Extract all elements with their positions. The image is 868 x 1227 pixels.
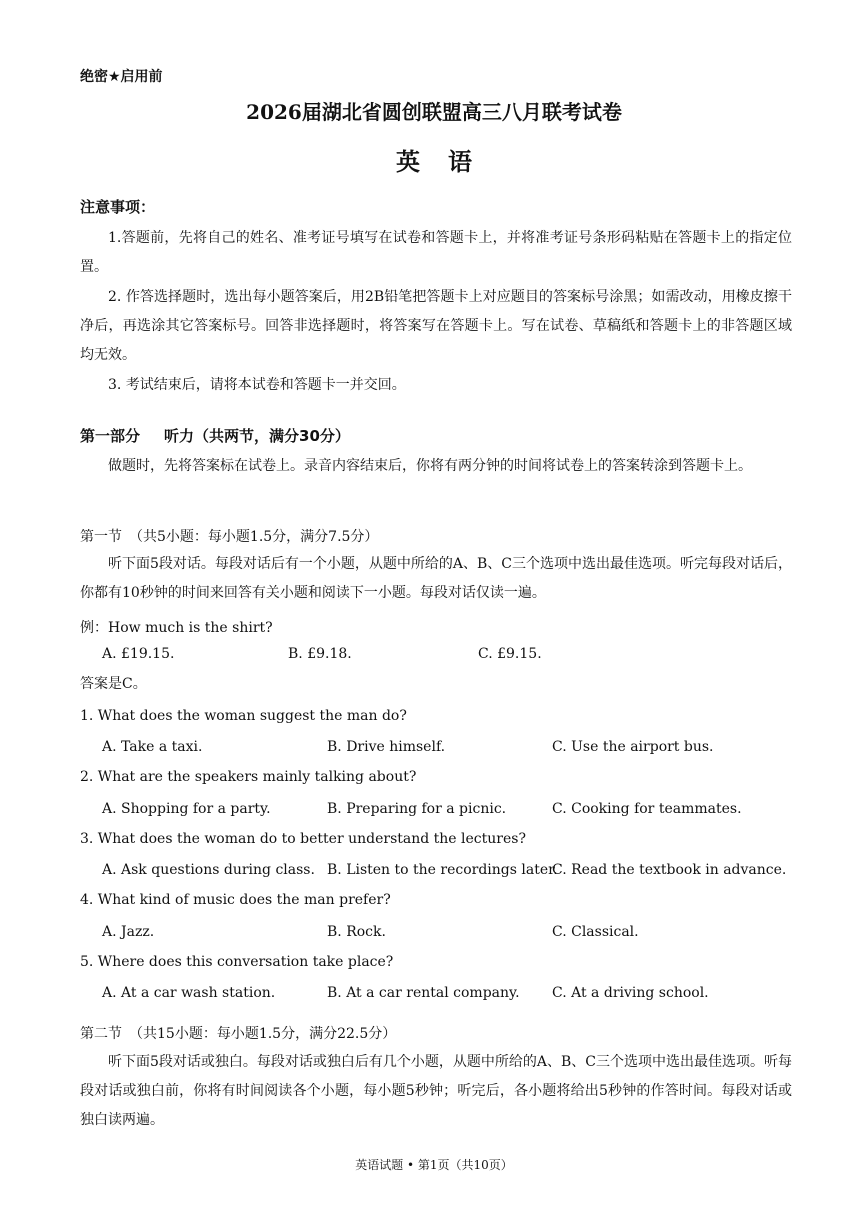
note-item-2: 2. 作答选择题时，选出每小题答案后，用2B铅笔把答题卡上对应题目的答案标号涂黑；如需改动，用橡皮擦干净后，再选涂其它答案标号。回答非选择题时，将答案写在答题卡上。写在试卷、草稿纸和答题卡上的非答题区域均无效。	[80, 289, 792, 363]
notes-heading: 注意事项：	[80, 198, 156, 216]
question-2: 2. What are the speakers mainly talking about?	[80, 769, 417, 785]
section1-instructions: 听下面5段对话。每段对话后有一个小题，从题中所给的A、B、C三个选项中选出最佳选项。听完每段对话后，你都有10秒钟的时间来回答有关小题和阅读下一小题。每段对话仅读一遍。	[80, 556, 793, 601]
q2-option-c: C. Cooking for teammates.	[552, 801, 742, 817]
q4-option-a: A. Jazz.	[102, 924, 155, 940]
section2-heading: 第二节 （共15小题：每小题1.5分，满分22.5分）	[80, 1026, 397, 1042]
q2-option-b: B. Preparing for a picnic.	[327, 801, 507, 817]
question-1: 1. What does the woman suggest the man do?	[80, 708, 407, 724]
q1-option-b: B. Drive himself.	[327, 739, 446, 755]
q5-option-c: C. At a driving school.	[552, 985, 709, 1001]
part1-heading-title: 听力（共两节，满分30分）	[164, 427, 350, 445]
page-footer: 英语试题 • 第1页（共10页）	[355, 1158, 513, 1172]
q1-option-a: A. Take a taxi.	[102, 739, 203, 755]
part1-heading-number: 第一部分	[80, 427, 141, 445]
q4-option-b: B. Rock.	[327, 924, 386, 940]
example-answer: 答案是C。	[80, 676, 147, 692]
exam-title: 2026届湖北省圆创联盟高三八月联考试卷	[246, 100, 622, 124]
q1-option-c: C. Use the airport bus.	[552, 739, 714, 755]
example-option-c: C. £9.15.	[478, 646, 542, 662]
question-5: 5. Where does this conversation take place?	[80, 954, 394, 970]
example-option-b: B. £9.18.	[288, 646, 352, 662]
part1-intro: 做题时，先将答案标在试卷上。录音内容结束后，你将有两分钟的时间将试卷上的答案转涂到答题卡上。	[108, 458, 752, 474]
q5-option-b: B. At a car rental company.	[327, 985, 520, 1001]
confidential-label: 绝密★启用前	[80, 69, 163, 85]
note-item-3: 3. 考试结束后，请将本试卷和答题卡一并交回。	[108, 377, 406, 393]
example-question: 例：How much is the shirt?	[80, 620, 273, 636]
subject-title: 英语	[396, 147, 500, 176]
q5-option-a: A. At a car wash station.	[102, 985, 276, 1001]
question-3: 3. What does the woman do to better understand the lectures?	[80, 831, 526, 847]
section2-instructions: 听下面5段对话或独白。每段对话或独白后有几个小题，从题中所给的A、B、C三个选项中选出最佳选项。听每段对话或独白前，你将有时间阅读各个小题，每小题5秒钟；听完后，各小题将给出5秒钟的作答时间。每段对话或独白读两遍。	[80, 1054, 793, 1128]
example-option-a: A. £19.15.	[102, 646, 175, 662]
section1-heading: 第一节 （共5小题：每小题1.5分，满分7.5分）	[80, 529, 379, 545]
question-4: 4. What kind of music does the man prefer?	[80, 892, 391, 908]
note-item-1: 1.答题前，先将自己的姓名、准考证号填写在试卷和答题卡上，并将准考证号条形码粘贴在答题卡上的指定位置。	[80, 230, 792, 275]
q3-option-c: C. Read the textbook in advance.	[552, 862, 787, 878]
part1-heading	[80, 425, 350, 446]
q4-option-c: C. Classical.	[552, 924, 639, 940]
q2-option-a: A. Shopping for a party.	[102, 801, 271, 817]
q3-option-b: B. Listen to the recordings later.	[327, 862, 558, 878]
q3-option-a: A. Ask questions during class.	[102, 862, 315, 878]
